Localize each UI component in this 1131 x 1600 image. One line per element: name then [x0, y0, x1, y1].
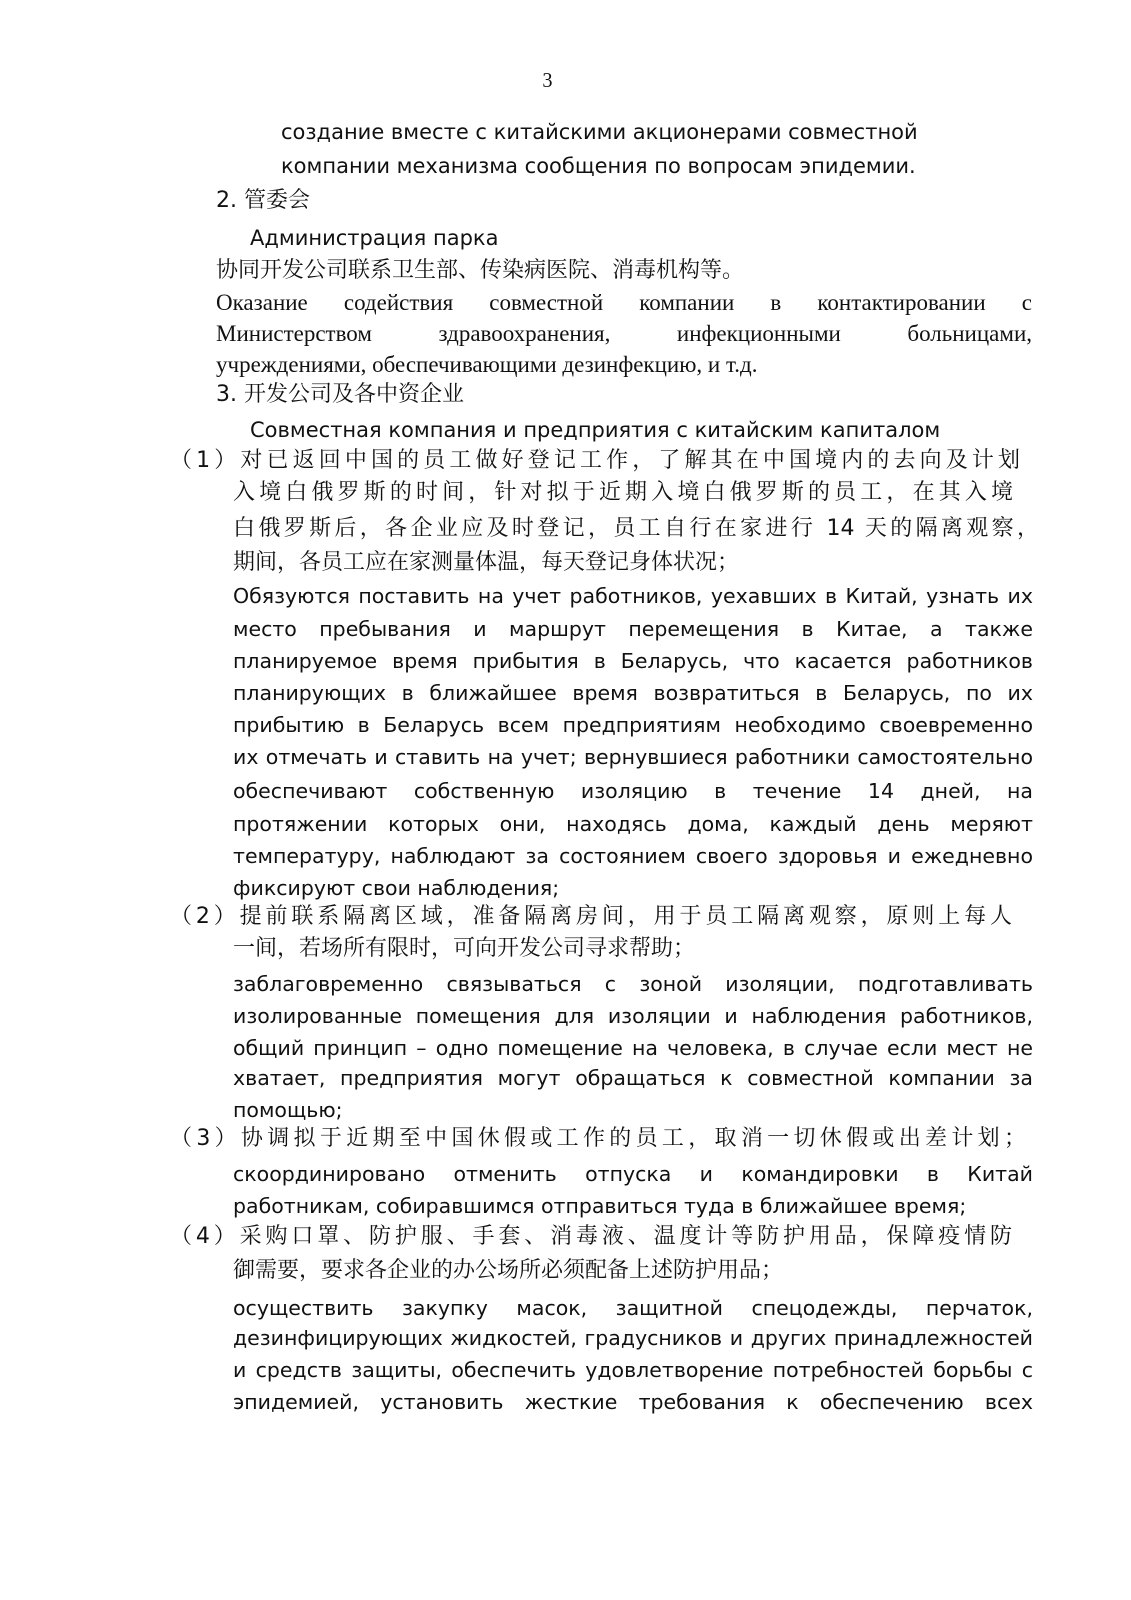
- section-3-ru-title: Совместная компания и предприятия с китайским капиталом: [250, 418, 941, 442]
- item-1-ru-line-1: Обязуются поставить на учет работников, уехавших в Китай, узнать их: [233, 584, 1033, 608]
- section-2-ru-line-2: Министерством здравоохранения, инфекционными больницами,: [216, 321, 1032, 346]
- item-1-ru-line-3: планируемое время прибытия в Беларусь, что касается работников: [233, 649, 1033, 673]
- section-2-ru-line-1: Оказание содействия совместной компании в контактировании с: [216, 290, 1032, 315]
- section-2-cn-text: 协同开发公司联系卫生部、传染病医院、消毒机构等。: [216, 258, 745, 283]
- item-1-ru-line-5: прибытию в Беларусь всем предприятиям необходимо своевременно: [233, 713, 1033, 737]
- item-2-ru-line-4: хватает, предприятия могут обращаться к совместной компании за: [233, 1066, 1033, 1090]
- item-4-ru-line-1: осуществить закупку масок, защитной спецодежды, перчаток,: [233, 1296, 1033, 1320]
- item-1-cn-line-4: 期间，各员工应在家测量体温，每天登记身体状况；: [233, 550, 740, 575]
- item-4-ru-line-3: и средств защиты, обеспечить удовлетворение потребностей борьбы с: [233, 1358, 1033, 1382]
- item-4-cn-line-2: 御需要，要求各企业的办公场所必须配备上述防护用品；: [233, 1258, 784, 1283]
- item-2-ru-line-2: изолированные помещения для изоляции и наблюдения работников,: [233, 1004, 1033, 1028]
- intro-line-1: создание вместе с китайскими акционерами совместной: [281, 120, 918, 144]
- section-2-ru-title: Администрация парка: [250, 226, 499, 250]
- item-1-cn-line-1: （1）对已返回中国的员工做好登记工作，了解其在中国境内的去向及计划: [170, 448, 1020, 473]
- page-number: 3: [542, 68, 553, 92]
- item-4-ru-line-4: эпидемией, установить жесткие требования к обеспечению всех: [233, 1390, 1033, 1414]
- item-1-ru-line-6: их отмечать и ставить на учет; вернувшиеся работники самостоятельно: [233, 745, 1033, 769]
- section-3-title: 3. 开发公司及各中资企业: [216, 382, 464, 407]
- item-1-ru-line-4: планирующих в ближайшее время возвратиться в Беларусь, по их: [233, 681, 1033, 705]
- item-1-ru-line-9: температуру, наблюдают за состоянием своего здоровья и ежедневно: [233, 844, 1033, 868]
- item-1-cn-line-3: 白俄罗斯后，各企业应及时登记，员工自行在家进行 14 天的隔离观察，: [233, 516, 1039, 541]
- item-3-ru-line-1: скоординировано отменить отпуска и командировки в Китай: [233, 1162, 1033, 1186]
- section-2-title: 2. 管委会: [216, 188, 310, 213]
- item-3-ru-line-2: работникам, собиравшимся отправиться туда в ближайшее время;: [233, 1194, 967, 1218]
- section-2-ru-line-3: учреждениями, обеспечивающими дезинфекцию, и т.д.: [216, 352, 758, 377]
- item-1-ru-line-2: место пребывания и маршрут перемещения в Китае, а также: [233, 617, 1033, 641]
- item-4-cn-line-1: （4）采购口罩、防护服、手套、消毒液、温度计等防护用品，保障疫情防: [170, 1224, 1012, 1249]
- intro-line-2: компании механизма сообщения по вопросам эпидемии.: [281, 154, 916, 178]
- item-1-ru-line-8: протяжении которых они, находясь дома, каждый день меряют: [233, 812, 1033, 836]
- item-2-ru-line-3: общий принцип – одно помещение на человека, в случае если мест не: [233, 1036, 1033, 1060]
- item-2-ru-line-1: заблаговременно связываться с зоной изоляции, подготавливать: [233, 972, 1033, 996]
- item-1-ru-line-10: фиксируют свои наблюдения;: [233, 876, 560, 900]
- item-2-ru-line-5: помощью;: [233, 1098, 343, 1122]
- item-2-cn-line-1: （2）提前联系隔离区域，准备隔离房间，用于员工隔离观察，原则上每人: [170, 904, 1012, 929]
- item-4-ru-line-2: дезинфицирующих жидкостей, градусников и других принадлежностей: [233, 1326, 1033, 1350]
- item-1-ru-line-7: обеспечивают собственную изоляцию в течение 14 дней, на: [233, 779, 1033, 803]
- item-1-cn-line-2: 入境白俄罗斯的时间，针对拟于近期入境白俄罗斯的员工，在其入境: [233, 480, 1013, 505]
- item-2-cn-line-2: 一间，若场所有限时，可向开发公司寻求帮助；: [233, 936, 696, 961]
- item-3-cn-line-1: （3）协调拟于近期至中国休假或工作的员工，取消一切休假或出差计划；: [170, 1126, 1026, 1151]
